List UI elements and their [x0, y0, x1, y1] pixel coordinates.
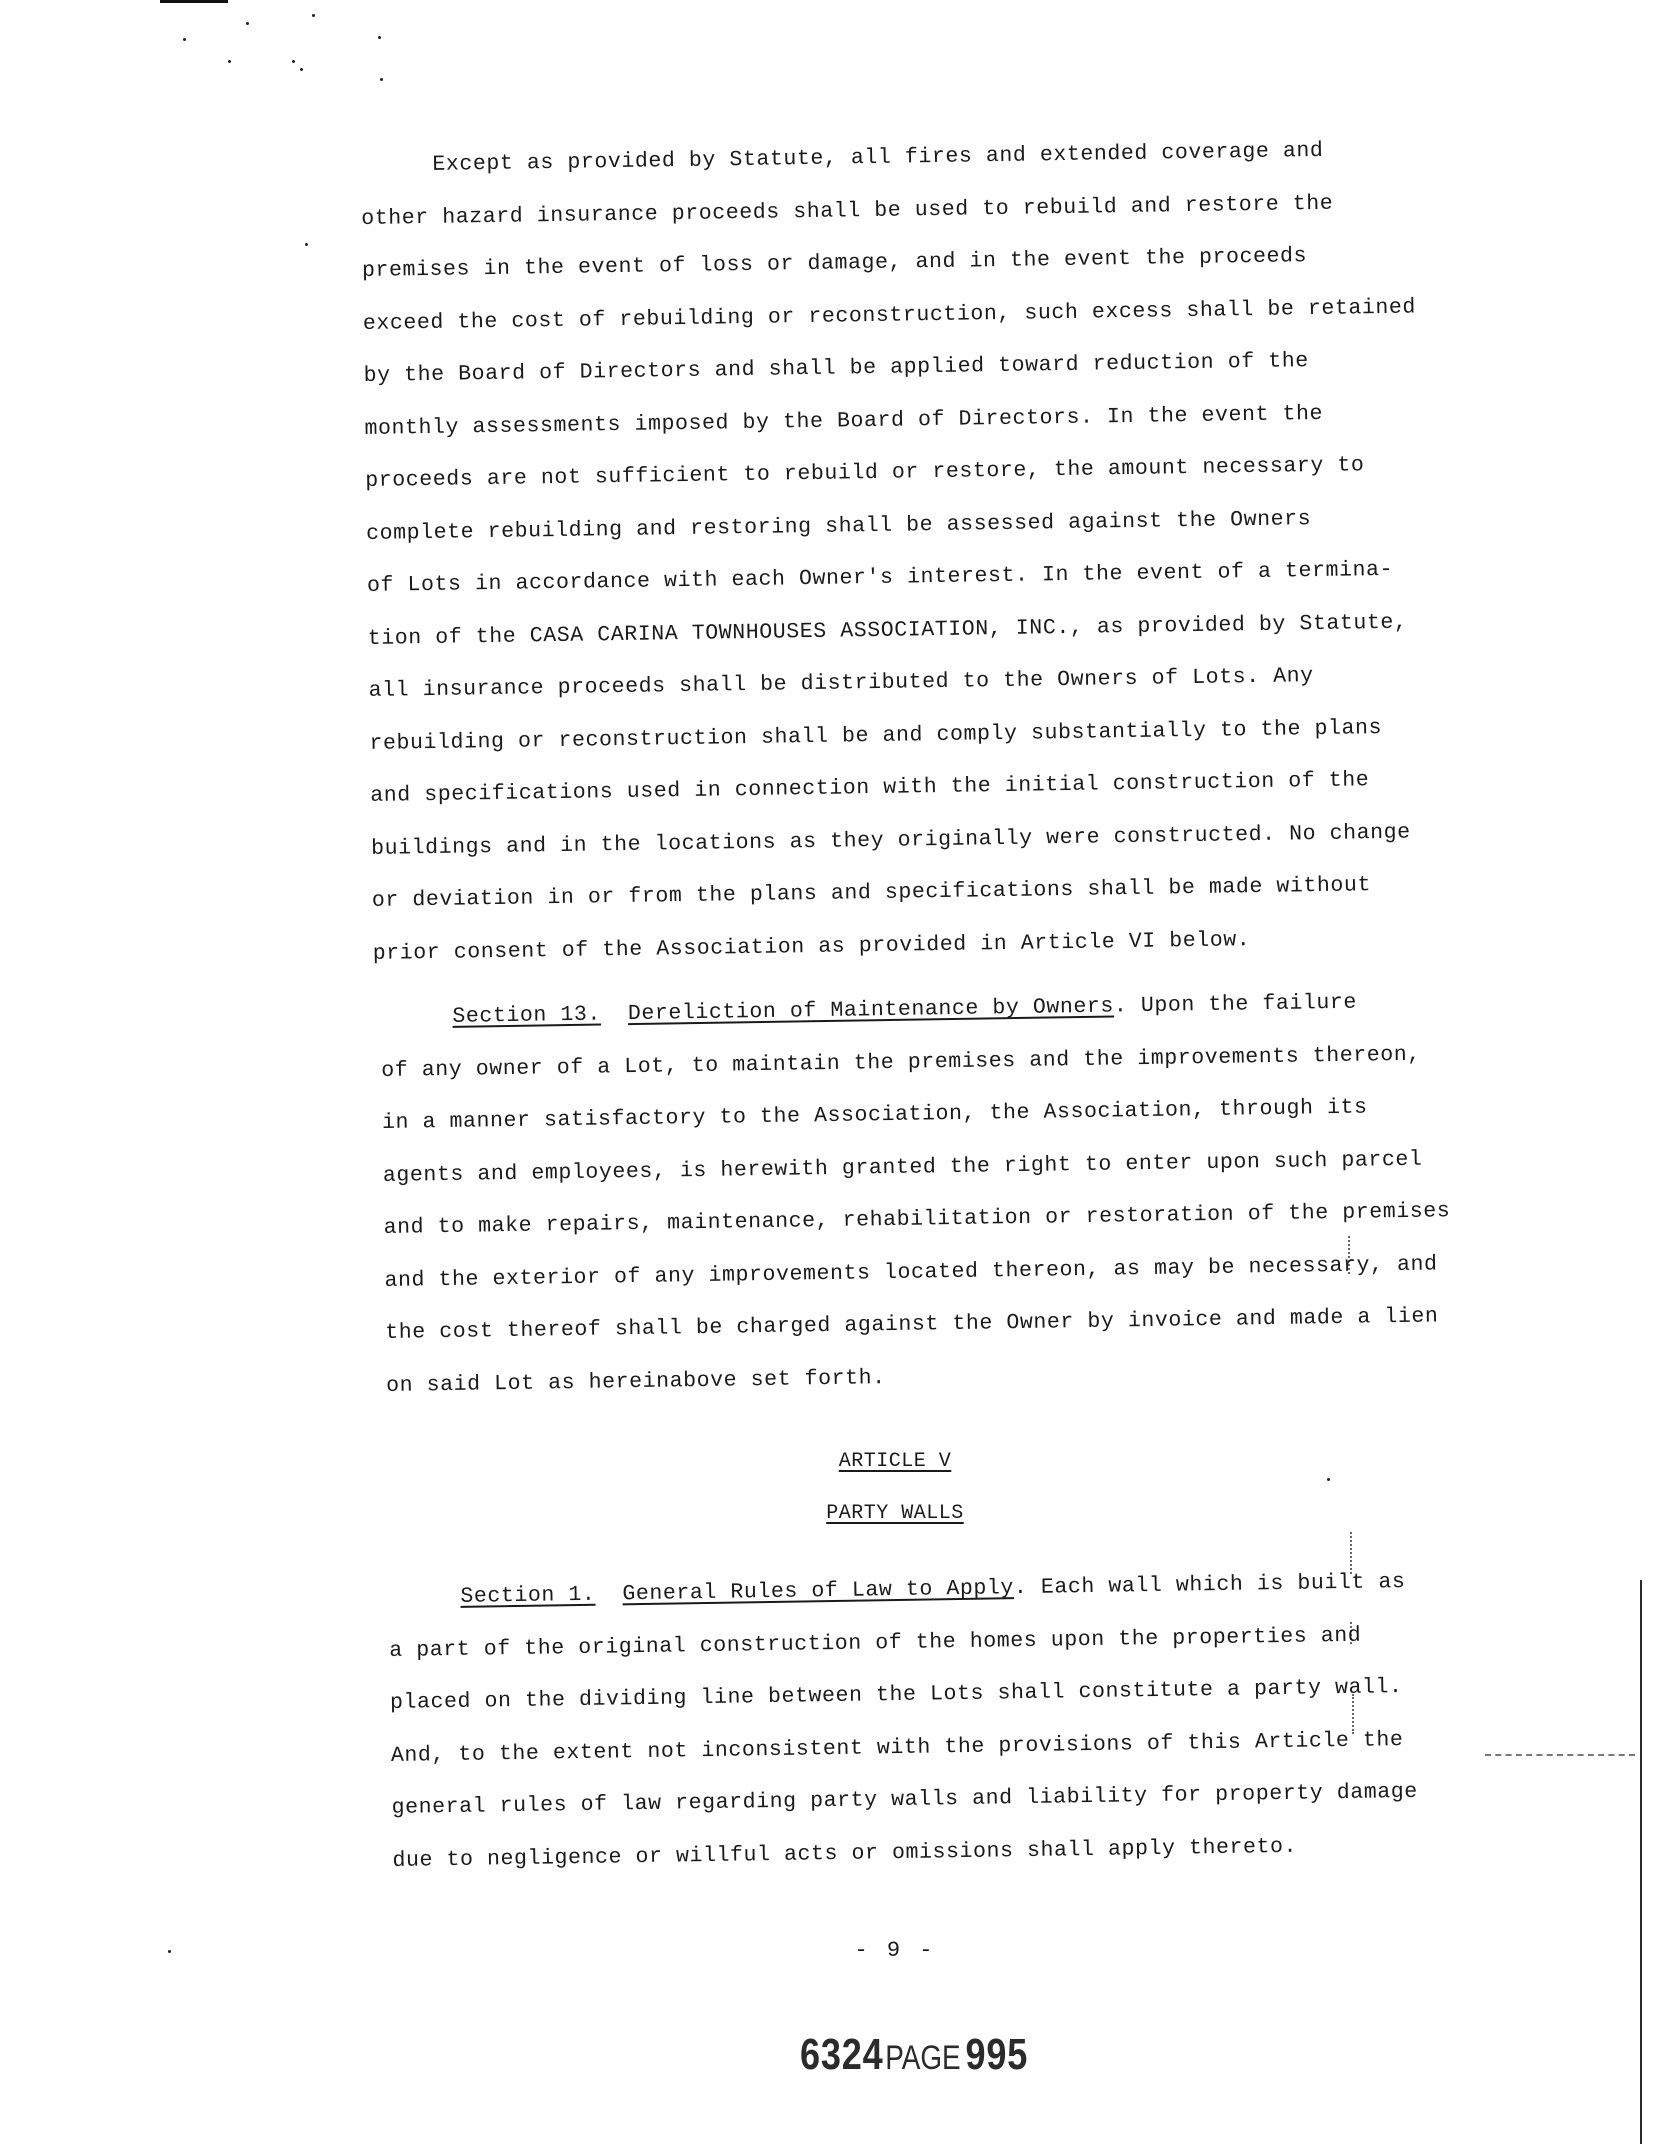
- scan-speck: [300, 68, 303, 71]
- article-heading: ARTICLE V: [838, 1450, 952, 1473]
- text-line: on said Lot as hereinabove set forth.: [385, 1365, 886, 1398]
- text-line: a part of the original construction of the homes upon the properties and: [389, 1623, 1362, 1663]
- scan-speck: [305, 243, 308, 246]
- section-1-title: General Rules of Law to Apply: [622, 1576, 1015, 1607]
- article-subheading: PARTY WALLS: [826, 1502, 964, 1525]
- text-line: monthly assessments imposed by the Board of Directors. In the event the: [364, 401, 1324, 441]
- section-1-number: Section 1.: [460, 1582, 596, 1609]
- scan-speck: [378, 36, 381, 39]
- text-line: And, to the extent not inconsistent with the provisions of this Article the: [390, 1727, 1404, 1768]
- text-line: by the Board of Directors and shall be applied toward reduction of the: [363, 349, 1309, 388]
- text-line: rebuilding or reconstruction shall be and comply substantially to the plans: [369, 715, 1383, 756]
- scan-speck: [246, 22, 249, 25]
- scan-speck: [380, 78, 383, 81]
- stamp-page-number: 995: [965, 2030, 1029, 2079]
- stamp-page-label: PAGE: [885, 2039, 961, 2077]
- text-line: and specifications used in connection with the initial construction of the: [370, 768, 1370, 808]
- text-line: general rules of law regarding party walls and liability for property damage: [391, 1779, 1418, 1820]
- text-line: complete rebuilding and restoring shall be assessed against the Owners: [365, 506, 1312, 546]
- section-13-paragraph: [380, 976, 1451, 1412]
- text-line: other hazard insurance proceeds shall be used to rebuild and restore the: [361, 191, 1334, 231]
- scan-mark: [160, 0, 228, 3]
- text-line: of Lots in accordance with each Owner's interest. In the event of a termina-: [366, 557, 1394, 598]
- stamp-book-number: 6324: [800, 2030, 884, 2079]
- scan-page-edge: [1640, 1580, 1642, 2144]
- text-line: Except as provided by Statute, all fires and extended coverage and: [432, 138, 1324, 177]
- scan-speck: [228, 60, 231, 63]
- scan-speck: [312, 14, 315, 17]
- section-13-title: Dereliction of Maintenance by Owners: [627, 994, 1115, 1027]
- text-line: exceed the cost of rebuilding or reconstruction, such excess shall be retained: [362, 294, 1417, 336]
- text-line: placed on the dividing line between the Lots shall constitute a party wall.: [389, 1675, 1403, 1715]
- text-line: in a manner satisfactory to the Association, the Association, through its: [381, 1095, 1368, 1135]
- text-line: proceeds are not sufficient to rebuild or restore, the amount necessary to: [365, 453, 1365, 493]
- text-line: agents and employees, is herewith granted the right to enter upon such parcel: [382, 1147, 1423, 1188]
- section-13-first-line-rest: . Upon the failure: [1113, 990, 1358, 1019]
- text-line: the cost thereof shall be charged against the Owner by invoice and made a lien: [385, 1304, 1439, 1345]
- text-line: prior consent of the Association as provided in Article VI below.: [372, 927, 1251, 966]
- text-line: due to negligence or willful acts or omissions shall apply thereto.: [392, 1834, 1298, 1873]
- scan-speck: [292, 60, 295, 63]
- recording-stamp: [800, 2030, 1028, 2080]
- page-number: - 9 -: [854, 1938, 936, 1963]
- text-line: or deviation in or from the plans and specifications shall be made without: [371, 873, 1372, 913]
- scan-speck: [1327, 1478, 1330, 1481]
- text-line: and to make repairs, maintenance, rehabilitation or restoration of the premises: [383, 1199, 1451, 1240]
- section-1-first-line-rest: . Each wall which is built as: [1013, 1570, 1406, 1601]
- text-line: all insurance proceeds shall be distributed to the Owners of Lots. Any: [368, 664, 1314, 703]
- scan-speck: [183, 38, 186, 41]
- text-line: and the exterior of any improvements located thereon, as may be necessary, and: [384, 1251, 1438, 1293]
- text-line: tion of the CASA CARINA TOWNHOUSES ASSOCIATION, INC., as provided by Statute,: [367, 610, 1408, 651]
- section-13-number: Section 13.: [452, 1002, 602, 1029]
- text-line: of any owner of a Lot, to maintain the premises and the improvements thereon,: [381, 1042, 1421, 1083]
- text-line: buildings and in the locations as they originally were constructed. No change: [370, 820, 1411, 861]
- insurance-proceeds-paragraph: [360, 124, 1423, 980]
- text-line: premises in the event of loss or damage, and in the event the proceeds: [361, 244, 1308, 283]
- scan-dashed-line: [1485, 1754, 1635, 1756]
- section-1-paragraph: [388, 1556, 1443, 1887]
